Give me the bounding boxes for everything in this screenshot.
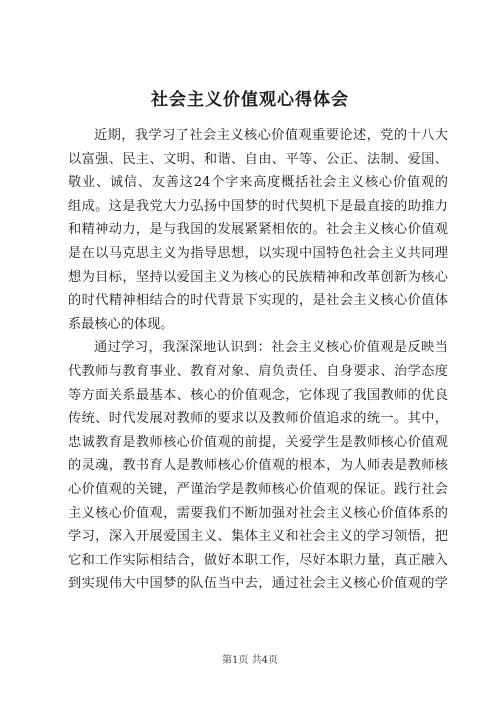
page-number-footer: 第1页 共4页 (222, 655, 278, 666)
paragraph-line: 通过学习，我深深地认识到：社会主义核心价值观是反映当 (94, 340, 448, 356)
paragraph-line: 学习，深入开展爱国主义、集体主义和社会主义的学习领悟，把 (68, 529, 448, 545)
paragraph-line: 的时代精神相结合的时代背景下实现的，是社会主义核心价值体 (68, 293, 448, 309)
paragraph-line: 和精神动力，是与我国的发展紧紧相依的。社会主义核心价值观 (68, 222, 448, 238)
paragraph-line: 忠诚教育是教师核心价值观的前提，关爱学生是教师核心价值观 (68, 434, 448, 450)
paragraph-line: 到实现伟大中国梦的队伍当中去，通过社会主义核心价值观的学 (68, 576, 448, 592)
paragraph-line: 近期，我学习了社会主义核心价值观重要论述，党的十八大 (94, 128, 448, 143)
paragraph-line: 代教师与教育事业、教育对象、肩负责任、自身要求、治学态度 (68, 363, 448, 379)
paragraph-line: 主义核心价值观，需要我们不断加强对社会主义核心价值体系的 (68, 505, 448, 521)
paragraph-line: 心价值观的关键，严谨治学是教师核心价值观的保证。践行社会 (68, 481, 448, 497)
paragraph-2 (68, 336, 448, 596)
paragraph-line: 传统、时代发展对教师的要求以及教师价值追求的统一。其中， (68, 411, 448, 427)
paragraph-line: 它和工作实际相结合，做好本职工作，尽好本职力量，真正融入 (68, 552, 448, 568)
paragraph-line: 敬业、诚信、友善这24个字来高度概括社会主义核心价值观的 (68, 175, 448, 191)
paragraph-line: 想为目标，坚持以爱国主义为核心的民族精神和改革创新为核心 (68, 269, 448, 285)
document-title: 社会主义价值观心得体会 (151, 90, 349, 110)
paragraph-line: 系最核心的体现。 (68, 316, 174, 332)
paragraph-line: 以富强、民主、文明、和谐、自由、平等、公正、法制、爱国、 (68, 151, 448, 167)
paragraph-1 (68, 124, 448, 336)
paragraph-line: 是在以马克思主义为指导思想，以实现中国特色社会主义共同理 (68, 245, 448, 261)
document-body (68, 124, 448, 596)
paragraph-line: 的灵魂，教书育人是教师核心价值观的根本，为人师表是教师核 (68, 458, 448, 474)
paragraph-line: 组成。这是我党大力弘扬中国梦的时代契机下是最直接的助推力 (68, 198, 448, 214)
paragraph-line: 等方面关系最基本、核心的价值观念，它体现了我国教师的优良 (68, 387, 448, 403)
